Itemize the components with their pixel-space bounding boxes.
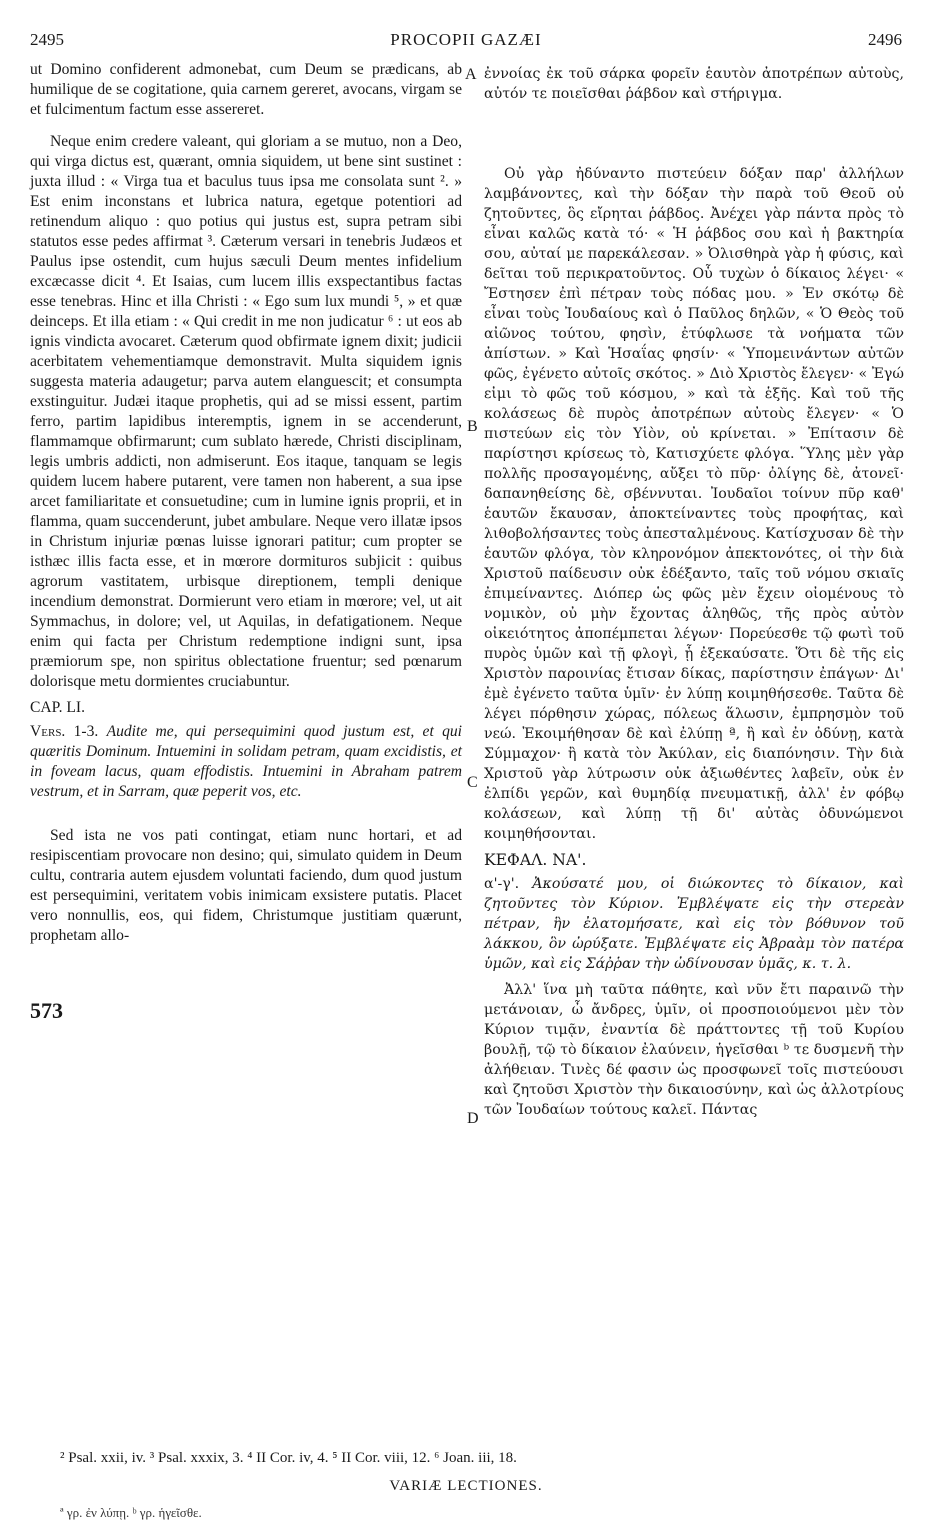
latin-column — [30, 60, 462, 946]
latin-verse-block — [30, 722, 462, 802]
page-number-left: 2495 — [30, 30, 64, 49]
latin-paragraph-1: ut Domino confiderent admonebat, cum Deum se prædicans, ab humilique de se cogitatione, quia carnem gereret, avocans, virgam se et fulcimentum factum esse assereret. — [30, 61, 462, 118]
latin-paragraph-2: Neque enim credere valeant, qui gloriam a se mutuo, non a Deo, qui virga dictus est, quærant, omnia siquidem, ut bene sint sustinet : juxta illud : « Virga tua et baculus tuus ipsa me consolata sunt ². » Est enim inconstans et lubrica natura, egetque potentiori ad retinendum aliquo : quo potius qui justus est, supra petram sibi statutos esse pedes affirmat ³. Cæterum versari in tenebris Judæos et Paulus ipse ostendit, cum hujus sæculi Deum mentes infidelium excæcasse dicit ⁴. Et Isaias, cum lucem illis exspectantibus factas esse tenebras. Hinc et illa Christi : « Ego sum lux mundi ⁵, » et quæ deinceps. Et illa etiam : « Qui credit in me non judicatur ⁶ : ut eos ab ignis vindicta avocaret. Cæterum quod obfirmate ignem dixit; judicii acerbitatem vehementiamque demonstravit. Multa siquidem ignis suggesta materia adaugetur; parva autem elanguescit; et consumpta exstinguitur. Judæi itaque prophetis, qui ad se missi essent, partim ferro, partim lapidibus interemptis, ignem in se accenderunt, flammamque obfirmarunt; cum sublato hærede, Christi disciplinam, legis umbris addicti, non admiserunt. Eos itaque, tanquam se legis quidem lucem habere putarent, vere tamen non haberent, a sua ipse arcet familiaritate et consuetudine; cum in lumine ignis proprii, et in flamma, quam succenderunt, jubet ambulare. Neque vero illatæ ipsos in Christum injuriæ pœnas luisse ignorari patitur; cum propter se isthæc illis facta esse, et in mœrore dormituros subjicit : quibus agrorum vastitatem, urbisque direptionem, templi denique incendium demonstrat. Dormierunt vero etiam in mœrore; vel, ut ait Symmachus, in dolore; vel, ut Aquilas, in defatigationem. Neque enim qui facta per Christum redemptione indigni sunt, ipsa præmiorum spe, non spiritus oblectatione fruentur; sed pœnarum dolorisque metu dormientes cruciabuntur. — [30, 133, 462, 690]
running-header — [30, 30, 902, 54]
greek-paragraph-2: Οὐ γὰρ ἠδύναντο πιστεύειν δόξαν παρ' ἀλλήλων λαμβάνοντες, καὶ τὴν δόξαν τὴν παρὰ τοῦ Θεοῦ οὐ ζητοῦντες, ὃς εἴρηται ῥάβδος. Ἀνέχει γὰρ πάντα πρὸς τὸ εἶναι καλῶς κατὰ τό· « Ἡ ῥάβδος σου καὶ ἡ βακτηρία σου, αὐταί με παρεκάλεσαν. » Ὀλισθηρὰ γὰρ ἡ φύσις, καὶ δεῖται τοῦ περικρατοῦντος. Οὗ τυχὼν ὁ δίκαιος λέγει· « Ἔστησεν ἐπὶ πέτραν τοὺς πόδας μου. » Ἐν σκότῳ δὲ εἶναι τοὺς Ἰουδαίους καὶ ὁ Παῦλος δηλῶν, « Ὁ Θεὸς τοῦ αἰῶνος τούτου, φησὶν, ἐτύφλωσε τὰ νοήματα τῶν ἀπίστων. » Καὶ Ἡσαΐας φησίν· « Ὑπομεινάντων αὐτῶν φῶς, ἐγένετο αὐτοῖς σκότος. » Διὸ Χριστὸς ἔλεγεν· « Ἐγώ εἰμι τὸ φῶς τοῦ κόσμου, » καὶ τὰ ἑξῆς. Καὶ τοῦ τῆς κολάσεως δὲ πυρὸς ἀποτρέπων αὐτοὺς ἔλεγεν· « Ὁ πιστεύων εἰς τὸν Υἱὸν, οὐ κρίνεται. » Ἐπίτασιν δὲ παρίστησι κρίσεως τὸ, Κατισχύετε φλόγα. Ὕλης μὲν γὰρ πολλῆς προσαγομένης, αὔξει τὸ πῦρ· ὀλίγης δὲ, ἀτονεῖ· δαπανηθείσης δὲ, σβέννυται. Ἰουδαῖοι τοίνυν πῦρ καθ' ἑαυτῶν ἔκαυσαν, ἀποκτείναντες τοὺς προφήτας, καὶ λιθοβολήσαντες τοὺς ἀπεσταλμένους. Κατίσχυσαν δὲ τὴν ἑαυτῶν φλόγα, τὸν κληρονόμον ἀπεκτονότες, οἱ τὴν διὰ Χριστοῦ παίδευσιν οὐκ ἐδέξαντο, ταῖς τοῦ νόμου σκιαῖς ἐπιμείναντες. Διόπερ ὡς φῶς μὲν ἔχειν οἰομένους τὸ νομικὸν, οὐ μὴν ἔχοντας ἀληθῶς, τῆς πρὸς αὐτὸν οἰκειότητος ἀποπέμπεται λέγων· Πορεύεσθε τῷ φωτὶ τοῦ πυρὸς ὑμῶν καὶ τῇ φλογὶ, ᾗ ἐξεκαύσατε. Ὅτι δὲ τῆς εἰς Χριστὸν παροινίας ἔτισαν δίκας, παρίστησιν ἐπάγων· Δι' ἐμὲ ἐγένετο ταῦτα ὑμῖν· ἐν λύπῃ κοιμηθήσεσθε. Ταῦτα δὲ λέγει πόρθησιν χώρας, πόλεως ἅλωσιν, ἐμπρησμὸν τοῦ νεώ. Ἐκοιμήθησαν δὲ καὶ ἐλύπῃ ª, ἢ καὶ ἐν ὀδύνῃ, κατὰ Σύμμαχον· ἢ κατὰ τὸν Ἀκύλαν, εἰς διαπόνησιν. Τὴν διὰ Χριστοῦ γὰρ λύτρωσιν οὐκ ἀξιωθέντες λαβεῖν, οὐκ ἐν ἐλπίδι γερῶν, καὶ θυμηδίᾳ πνευματικῇ, ἀλλ' ἐν φόβῳ κολάσεων, καὶ λύπῃ τῇ δι' αὐτὰς ὀδυνώμενοι κοιμηθήσονται. — [484, 166, 904, 842]
latin-chapter-heading: CAP. LI. — [30, 699, 86, 716]
running-title: PROCOPII GAZÆI — [390, 30, 542, 49]
greek-verse-block — [484, 874, 904, 974]
page-number-right: 2496 — [868, 30, 902, 49]
margin-marker-b: B — [467, 418, 478, 435]
margin-marker-d: D — [467, 1110, 479, 1127]
latin-paragraph-3: Sed ista ne vos pati contingat, etiam nunc hortari, et ad resipiscentiam provocare non desino; qui, simulato quidem in Deum cultu, contraria autem ejusdem voluntati faciendo, dum quod justum est persequimini, veritatem vobis inimicam exsistere putatis. Placet vero nonnullis, eos, qui fidem, Christumque justitiam quærunt, prophetam allo- — [30, 827, 462, 944]
greek-verse-label: α'-γ'. — [484, 876, 520, 892]
margin-marker-c: C — [467, 774, 478, 791]
margin-marker-a: A — [465, 66, 477, 83]
greek-chapter-heading: ΚΕΦΑΛ. ΝΑ'. — [484, 851, 587, 869]
latin-verse-label: Vers. 1-3. — [30, 723, 99, 740]
latin-verse-text: Audite me, qui persequimini quod justum est, et qui quæritis Dominum. Intuemini in solidam petram, quam excidistis, et in foveam lacus, quam effodistis. Intuemini in Abraham patrem vestrum, et in Sarram, quæ peperit vos, etc. — [30, 723, 462, 800]
greek-verse-text: Ἀκούσατέ μου, οἱ διώκοντες τὸ δίκαιον, καὶ ζητοῦντες τὸν Κύριον. Ἐμβλέψατε εἰς τὴν στερεὰν πέτραν, ἣν ἐλατομήσατε, καὶ εἰς τὸν βόθυνον τοῦ λάκκου, ὃν ὠρύξατε. Ἐμβλέψατε εἰς Ἀβραὰμ τὸν πατέρα ὑμῶν, καὶ εἰς Σάῤῥαν τὴν ὠδίνουσαν ὑμᾶς, κ. τ. λ. — [484, 876, 904, 972]
footnotes: ² Psal. xxii, iv. ³ Psal. xxxix, 3. ⁴ II Cor. iv, 4. ⁵ II Cor. viii, 12. ⁶ Joan. iii, 18. — [60, 1450, 517, 1466]
folio-marker: 573 — [30, 998, 63, 1023]
variae-lectiones-notes: ª γρ. ἐν λύπῃ. ᵇ γρ. ἡγεῖσθε. — [60, 1505, 202, 1520]
variae-lectiones-heading: VARIÆ LECTIONES. — [389, 1478, 543, 1494]
greek-column — [484, 64, 904, 1120]
greek-paragraph-3: Ἀλλ' ἵνα μὴ ταῦτα πάθητε, καὶ νῦν ἔτι παραινῶ τὴν μετάνοιαν, ὦ ἄνδρες, ὑμῖν, οἱ προσποιούμενοι μὲν τὸν Κύριον τιμᾷν, ἐναντία δὲ πράττοντες τῇ τοῦ Κυρίου βουλῇ, τῷ τὸ δίκαιον ἐλαύνειν, ἡγεῖσθαι ᵇ τε δυσμενῆ τὴν ἀλήθειαν. Τινὲς δέ φασιν ὡς προσφωνεῖ τοῖς πιστεύουσι καὶ ζητοῦσι Χριστὸν τὴν δικαιοσύνην, καὶ ὡς ἀλλοτρίους τῶν Ἰουδαίων τούτους καλεῖ. Πάντας — [484, 982, 904, 1118]
greek-paragraph-1: ἐννοίας ἐκ τοῦ σάρκα φορεῖν ἑαυτὸν ἀποτρέπων αὐτοὺς, αὐτόν τε ποιεῖσθαι ῥάβδον καὶ στήριγμα. — [484, 66, 904, 102]
